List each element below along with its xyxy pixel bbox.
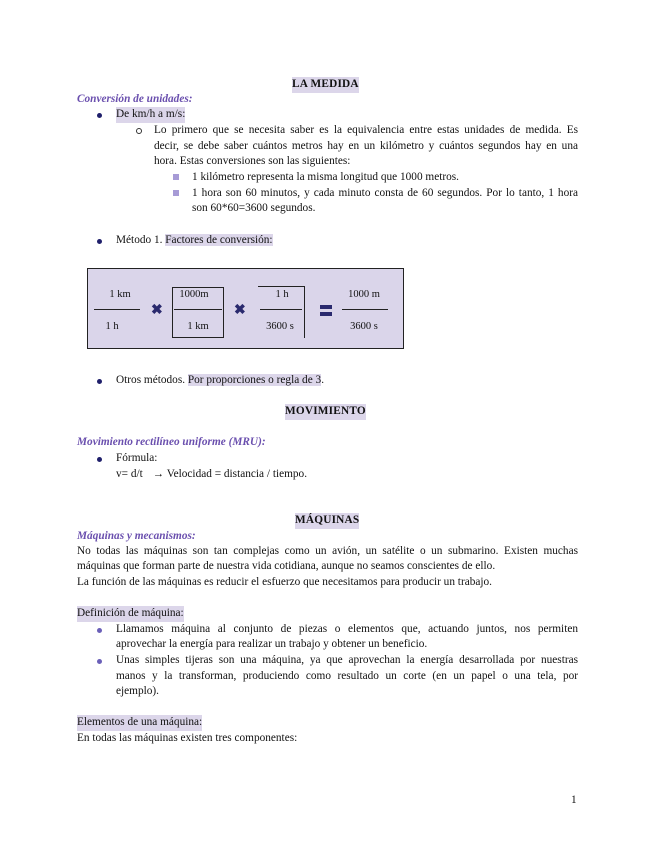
conversion-sub-line-2: decir, se debe saber cuántos metros hay en un kilómetro y cuántos segundos hay en una bbox=[154, 140, 578, 152]
fraction-line bbox=[174, 309, 222, 310]
fraction-line bbox=[342, 309, 388, 310]
multiply-icon: ✖ bbox=[151, 303, 163, 318]
fraction-1-numerator: 1 km bbox=[109, 289, 131, 300]
section-title-movimiento: MOVIMIENTO bbox=[285, 404, 366, 420]
otros-metodos-line bbox=[116, 373, 324, 389]
conversion-sub-line-1: Lo primero que se necesita saber es la equivalencia entre estas unidades de medida. Es bbox=[154, 124, 578, 136]
conversion-sub-line-3: hora. Estas conversiones son las siguientes: bbox=[154, 155, 351, 167]
arrow-right-icon: → bbox=[152, 468, 165, 480]
fraction-line bbox=[94, 309, 140, 310]
definicion-2-line-1: Unas simples tijeras son una máquina, ya que aprovechan la energía desarrollada por nuestras bbox=[116, 654, 578, 666]
maquinas-p2: La función de las máquinas es reducir el esfuerzo que necesitamos para producir un trabajo. bbox=[77, 576, 492, 588]
maquinas-p1-line-1: No todas las máquinas son tan complejas como un avión, un satélite o un submarino. Existen muchas bbox=[77, 545, 578, 557]
conversion-item-kmh: De km/h a m/s: bbox=[116, 107, 185, 123]
definicion-heading: Definición de máquina: bbox=[77, 606, 184, 622]
elementos-heading: Elementos de una máquina: bbox=[77, 715, 202, 731]
otros-prefix: Otros métodos. bbox=[116, 374, 188, 386]
square-bullet bbox=[173, 190, 179, 196]
fraction-1-denominator: 1 h bbox=[105, 321, 119, 332]
maquinas-heading: Máquinas y mecanismos: bbox=[77, 530, 196, 542]
sub-bullet-circle bbox=[136, 128, 142, 134]
conversion-hour-line-2: son 60*60=3600 segundos. bbox=[192, 202, 316, 214]
definicion-2-line-2: manos y la transforman, produciendo como resultado un corte (en un papel o una tela, por bbox=[116, 670, 578, 682]
bullet-dot bbox=[97, 379, 102, 384]
definicion-2-line-3: ejemplo). bbox=[116, 685, 159, 697]
conversion-formula-box bbox=[87, 268, 404, 349]
conversion-heading: Conversión de unidades: bbox=[77, 93, 193, 105]
otros-suffix: . bbox=[321, 374, 325, 386]
definicion-1-line-2: aprovechar la energía para realizar un trabajo y obtener un beneficio. bbox=[116, 638, 428, 650]
fraction-4-numerator: 1000 m bbox=[348, 289, 380, 300]
otros-highlight: Por proporciones o regla de 3 bbox=[187, 374, 322, 386]
section-title-maquinas: MÁQUINAS bbox=[295, 513, 359, 529]
conversion-hour-line-1: 1 hora son 60 minutos, y cada minuto consta de 60 segundos. Por lo tanto, 1 hora bbox=[192, 187, 578, 199]
metodo1-line bbox=[116, 233, 273, 249]
fraction-line bbox=[260, 309, 302, 310]
fraction-top-line bbox=[258, 286, 304, 287]
page-number: 1 bbox=[571, 794, 577, 806]
mru-formula-line bbox=[116, 467, 307, 483]
bullet-dot bbox=[97, 659, 102, 664]
fraction-4-denominator: 3600 s bbox=[350, 321, 378, 332]
metodo1-prefix: Método 1. bbox=[116, 234, 166, 246]
fraction-2-denominator: 1 km bbox=[187, 321, 209, 332]
conversion-km-line: 1 kilómetro representa la misma longitud que 1000 metros. bbox=[192, 171, 459, 183]
square-bullet bbox=[173, 174, 179, 180]
bullet-dot bbox=[97, 628, 102, 633]
bullet-dot bbox=[97, 239, 102, 244]
mru-formula-right: Velocidad = distancia / tiempo. bbox=[166, 468, 308, 480]
mru-formula-label: Fórmula: bbox=[116, 452, 158, 464]
multiply-icon: ✖ bbox=[234, 303, 246, 318]
fraction-3-denominator: 3600 s bbox=[266, 321, 294, 332]
bullet-dot bbox=[97, 457, 102, 462]
maquinas-p1-line-2: máquinas que forman parte de nuestra vida cotidiana, aunque no seamos conscientes de ello. bbox=[77, 560, 496, 572]
definicion-1-line-1: Llamamos máquina al conjunto de piezas o elementos que, actuando juntos, nos permiten bbox=[116, 623, 578, 635]
metodo1-highlight: Factores de conversión: bbox=[165, 234, 273, 246]
fraction-side-line bbox=[304, 286, 305, 338]
fraction-2-numerator: 1000m bbox=[179, 289, 209, 300]
bullet-dot bbox=[97, 113, 102, 118]
fraction-3-numerator: 1 h bbox=[275, 289, 289, 300]
equals-bar-top bbox=[320, 305, 332, 309]
elementos-text: En todas las máquinas existen tres componentes: bbox=[77, 732, 298, 744]
section-title-medida: LA MEDIDA bbox=[292, 77, 359, 93]
mru-heading: Movimiento rectilíneo uniforme (MRU): bbox=[77, 436, 266, 448]
equals-bar-bottom bbox=[320, 312, 332, 316]
mru-formula-left: v= d/t bbox=[116, 468, 143, 480]
